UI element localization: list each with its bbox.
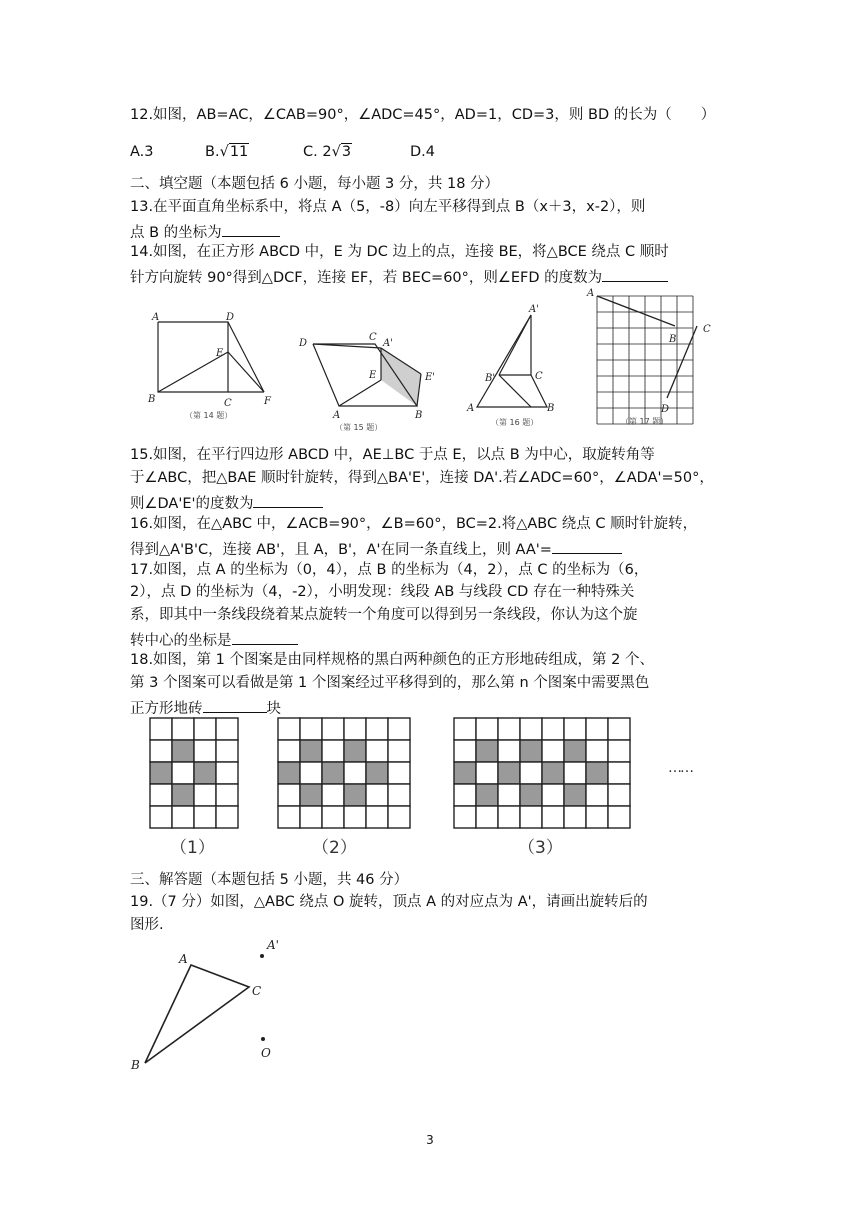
label-c: C: [224, 398, 232, 409]
white-tile: [194, 784, 216, 806]
caption-14: （第 14 题）: [185, 411, 233, 420]
white-tile: [498, 806, 520, 828]
white-tile: [476, 762, 498, 784]
white-tile: [216, 762, 238, 784]
dark-tile: [476, 784, 498, 806]
label-a: A: [179, 952, 188, 966]
tile-pattern-1: [148, 716, 244, 836]
white-tile: [388, 806, 410, 828]
q18-line-1: 18.如图，第 1 个图案是由同样规格的黑白两种颜色的正方形地砖组成，第 2 个、: [130, 652, 654, 668]
label-a: A: [587, 288, 595, 299]
figure-17: [585, 288, 715, 428]
white-tile: [608, 740, 630, 762]
label-c: C: [252, 984, 262, 998]
dark-tile: [344, 740, 366, 762]
label-c: C: [703, 324, 711, 335]
label-f: F: [264, 396, 271, 407]
white-tile: [150, 718, 172, 740]
q19-line-2: 图形.: [130, 917, 164, 933]
white-tile: [278, 784, 300, 806]
label-c: C: [535, 371, 543, 382]
white-tile: [322, 784, 344, 806]
white-tile: [194, 806, 216, 828]
tile-pattern-3: [452, 716, 636, 836]
pattern-caption-1: （1）: [170, 838, 215, 858]
figure-15: [295, 330, 445, 432]
white-tile: [542, 784, 564, 806]
dark-tile: [520, 740, 542, 762]
white-tile: [498, 784, 520, 806]
dark-tile: [476, 740, 498, 762]
white-tile: [476, 718, 498, 740]
dark-tile: [564, 740, 586, 762]
dark-tile: [454, 762, 476, 784]
q13-line-2: 点 B 的坐标为: [130, 220, 280, 243]
answer-blank[interactable]: [203, 696, 267, 713]
white-tile: [608, 784, 630, 806]
label-a-prime: A': [529, 304, 539, 315]
pattern-caption-3: （3）: [518, 838, 563, 858]
white-tile: [586, 806, 608, 828]
white-tile: [564, 718, 586, 740]
caption-17: （第 17 题）: [621, 417, 669, 426]
answer-blank[interactable]: [222, 220, 280, 237]
white-tile: [300, 718, 322, 740]
label-a-prime: A': [383, 338, 393, 349]
caption-15: （第 15 题）: [335, 423, 383, 432]
white-tile: [542, 718, 564, 740]
dark-tile: [322, 762, 344, 784]
label-e-prime: E': [425, 372, 436, 383]
q17-line-2: 2），点 D 的坐标为（4，-2），小明发现：线段 AB 与线段 CD 存在一种特殊关: [130, 584, 635, 600]
white-tile: [172, 806, 194, 828]
label-b: B: [131, 1058, 140, 1072]
label-d: D: [299, 338, 308, 349]
dark-tile: [150, 762, 172, 784]
q15-line-1: 15.如图，在平行四边形 ABCD 中，AE⊥BC 于点 E，以点 B 为中心，取旋转角等: [130, 447, 655, 463]
white-tile: [608, 718, 630, 740]
white-tile: [476, 806, 498, 828]
white-tile: [344, 806, 366, 828]
label-e: E: [216, 348, 224, 359]
white-tile: [366, 784, 388, 806]
white-tile: [388, 740, 410, 762]
white-tile: [366, 806, 388, 828]
dark-tile: [520, 784, 542, 806]
white-tile: [520, 806, 542, 828]
white-tile: [542, 740, 564, 762]
q15-line-2: 于∠ABC，把△BAE 顺时针旋转，得到△BA'E'，连接 DA'.若∠ADC=60°，∠ADA'=50°，: [130, 470, 714, 486]
label-b-prime: B': [485, 373, 496, 384]
figure-19: [125, 935, 305, 1075]
dark-tile: [278, 762, 300, 784]
q12-option-a: A.3: [130, 144, 154, 160]
caption-16: （第 16 题）: [491, 418, 539, 427]
q13-line-1: 13.在平面直角坐标系中，将点 A（5，-8）向左平移得到点 B（x＋3，x-2），则: [130, 199, 646, 215]
white-tile: [150, 784, 172, 806]
q14-line-2: 针方向旋转 90°得到△DCF，连接 EF，若 BEC=60°，则∠EFD 的度数为: [130, 265, 668, 288]
white-tile: [454, 784, 476, 806]
white-tile: [150, 740, 172, 762]
white-tile: [300, 762, 322, 784]
q17-line-1: 17.如图，点 A 的坐标为（0，4），点 B 的坐标为（4，2），点 C 的坐标为（6，: [130, 562, 649, 578]
white-tile: [322, 740, 344, 762]
white-tile: [278, 740, 300, 762]
q12-option-c: C. 2√3: [303, 144, 352, 160]
label-b: B: [415, 410, 423, 421]
label-a: A: [152, 312, 160, 323]
label-b: B: [547, 403, 555, 414]
white-tile: [586, 740, 608, 762]
white-tile: [454, 740, 476, 762]
white-tile: [172, 762, 194, 784]
label-a: A: [467, 403, 475, 414]
page-number: 3: [426, 1133, 434, 1147]
answer-blank[interactable]: [602, 265, 668, 282]
q16-line-2: 得到△A'B'C，连接 AB'，且 A，B'，A'在同一条直线上，则 AA'=: [130, 537, 622, 560]
label-b: B: [148, 394, 156, 405]
q16-line-1: 16.如图，在△ABC 中，∠ACB=90°，∠B=60°，BC=2.将△ABC 绕点 C 顺时针旋转，: [130, 516, 698, 532]
q14-line-1: 14.如图，在正方形 ABCD 中，E 为 DC 边上的点，连接 BE，将△BCE 绕点 C 顺时: [130, 244, 669, 260]
label-a: A: [333, 410, 341, 421]
section-3-heading: 三、解答题（本题包括 5 小题，共 46 分）: [130, 872, 409, 888]
pattern-ellipsis: ……: [668, 760, 692, 776]
dark-tile: [498, 762, 520, 784]
white-tile: [172, 718, 194, 740]
white-tile: [520, 762, 542, 784]
q15-line-3: 则∠DA'E'的度数为: [130, 491, 323, 514]
white-tile: [366, 718, 388, 740]
white-tile: [388, 784, 410, 806]
answer-blank[interactable]: [253, 491, 323, 508]
figure-16: [465, 303, 565, 427]
white-tile: [278, 806, 300, 828]
white-tile: [216, 718, 238, 740]
white-tile: [388, 762, 410, 784]
white-tile: [344, 718, 366, 740]
label-d: D: [661, 404, 670, 415]
white-tile: [586, 784, 608, 806]
white-tile: [194, 740, 216, 762]
white-tile: [216, 806, 238, 828]
label-d: D: [226, 312, 235, 323]
white-tile: [322, 806, 344, 828]
dark-tile: [172, 784, 194, 806]
answer-blank[interactable]: [232, 628, 298, 645]
white-tile: [454, 806, 476, 828]
white-tile: [216, 784, 238, 806]
white-tile: [366, 740, 388, 762]
white-tile: [150, 806, 172, 828]
label-b: B: [669, 334, 677, 345]
white-tile: [278, 718, 300, 740]
white-tile: [388, 718, 410, 740]
white-tile: [608, 806, 630, 828]
q17-line-4: 转中心的坐标是: [130, 628, 298, 651]
pattern-caption-2: （2）: [312, 838, 357, 858]
white-tile: [542, 806, 564, 828]
white-tile: [216, 740, 238, 762]
label-c: C: [369, 332, 377, 343]
q12-option-d: D.4: [410, 144, 435, 160]
dark-tile: [344, 784, 366, 806]
q12-text: 12.如图，AB=AC，∠CAB=90°，∠ADC=45°，AD=1，CD=3，则 BD 的长为（ ）: [130, 107, 716, 123]
section-2-heading: 二、填空题（本题包括 6 小题，每小题 3 分，共 18 分）: [130, 176, 500, 192]
white-tile: [344, 762, 366, 784]
white-tile: [564, 762, 586, 784]
dark-tile: [194, 762, 216, 784]
white-tile: [322, 718, 344, 740]
q18-line-2: 第 3 个图案可以看做是第 1 个图案经过平移得到的，那么第 n 个图案中需要黑色: [130, 675, 650, 691]
dark-tile: [300, 784, 322, 806]
label-a-prime: A': [267, 938, 279, 952]
white-tile: [586, 718, 608, 740]
white-tile: [498, 718, 520, 740]
white-tile: [194, 718, 216, 740]
tile-pattern-2: [276, 716, 416, 836]
q19-line-1: 19.（7 分）如图，△ABC 绕点 O 旋转，顶点 A 的对应点为 A'，请画出旋转后的: [130, 894, 648, 910]
dark-tile: [172, 740, 194, 762]
q12-option-b: B.√11: [205, 144, 249, 160]
white-tile: [608, 762, 630, 784]
label-o: O: [261, 1046, 271, 1060]
dark-tile: [564, 784, 586, 806]
dark-tile: [366, 762, 388, 784]
q17-line-3: 系，即其中一条线段绕着某点旋转一个角度可以得到另一条线段，你认为这个旋: [130, 607, 638, 623]
dark-tile: [542, 762, 564, 784]
white-tile: [454, 718, 476, 740]
white-tile: [564, 806, 586, 828]
white-tile: [520, 718, 542, 740]
q18-line-3: 正方形地砖 块: [130, 696, 281, 719]
label-e: E: [369, 370, 377, 381]
white-tile: [300, 806, 322, 828]
dark-tile: [586, 762, 608, 784]
figure-14: [140, 310, 280, 420]
white-tile: [498, 740, 520, 762]
answer-blank[interactable]: [552, 537, 622, 554]
dark-tile: [300, 740, 322, 762]
